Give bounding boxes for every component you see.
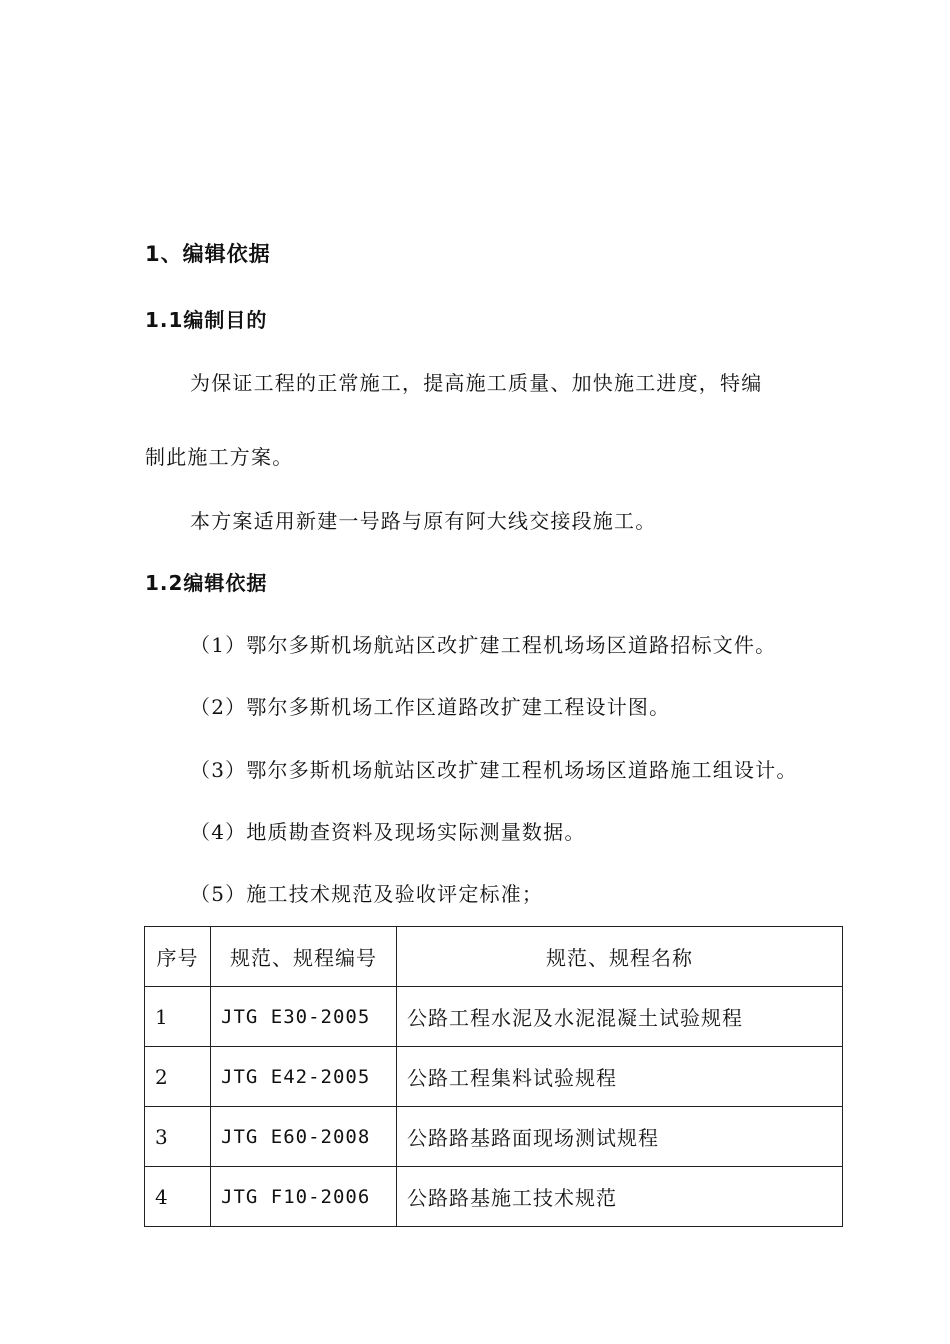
section-heading-1: 1、编辑依据 xyxy=(145,242,271,266)
scope-paragraph: 本方案适用新建一号路与原有阿大线交接段施工。 xyxy=(190,509,657,533)
basis-list-item: （1）鄂尔多斯机场航站区改扩建工程机场场区道路招标文件。 xyxy=(190,633,777,657)
basis-list-item: （5）施工技术规范及验收评定标准； xyxy=(190,882,544,906)
cell-name: 公路路基路面现场测试规程 xyxy=(397,1107,843,1167)
cell-seq: 3 xyxy=(145,1107,211,1167)
header-name: 规范、规程名称 xyxy=(397,927,843,987)
cell-name: 公路工程集料试验规程 xyxy=(397,1047,843,1107)
cell-code: JTG F10-2006 xyxy=(211,1167,397,1227)
table-row xyxy=(145,1167,843,1227)
purpose-paragraph-line-1: 为保证工程的正常施工，提高施工质量、加快施工进度，特编 xyxy=(190,371,763,395)
header-seq: 序号 xyxy=(145,927,211,987)
table-row xyxy=(145,1047,843,1107)
standards-table xyxy=(144,926,843,1227)
cell-seq: 2 xyxy=(145,1047,211,1107)
section-heading-1-2: 1.2编辑依据 xyxy=(145,571,268,595)
section-heading-1-1: 1.1编制目的 xyxy=(145,308,268,332)
purpose-paragraph-line-2: 制此施工方案。 xyxy=(145,445,294,469)
cell-code: JTG E30-2005 xyxy=(211,987,397,1047)
cell-code: JTG E60-2008 xyxy=(211,1107,397,1167)
cell-seq: 1 xyxy=(145,987,211,1047)
basis-list-item: （4）地质勘查资料及现场实际测量数据。 xyxy=(190,820,586,844)
basis-list-item: （3）鄂尔多斯机场航站区改扩建工程机场场区道路施工组设计。 xyxy=(190,758,798,782)
cell-code: JTG E42-2005 xyxy=(211,1047,397,1107)
header-code: 规范、规程编号 xyxy=(211,927,397,987)
cell-name: 公路工程水泥及水泥混凝土试验规程 xyxy=(397,987,843,1047)
table-row xyxy=(145,987,843,1047)
basis-list-item: （2）鄂尔多斯机场工作区道路改扩建工程设计图。 xyxy=(190,695,671,719)
cell-seq: 4 xyxy=(145,1167,211,1227)
cell-name: 公路路基施工技术规范 xyxy=(397,1167,843,1227)
table-header-row xyxy=(145,927,843,987)
table-row xyxy=(145,1107,843,1167)
